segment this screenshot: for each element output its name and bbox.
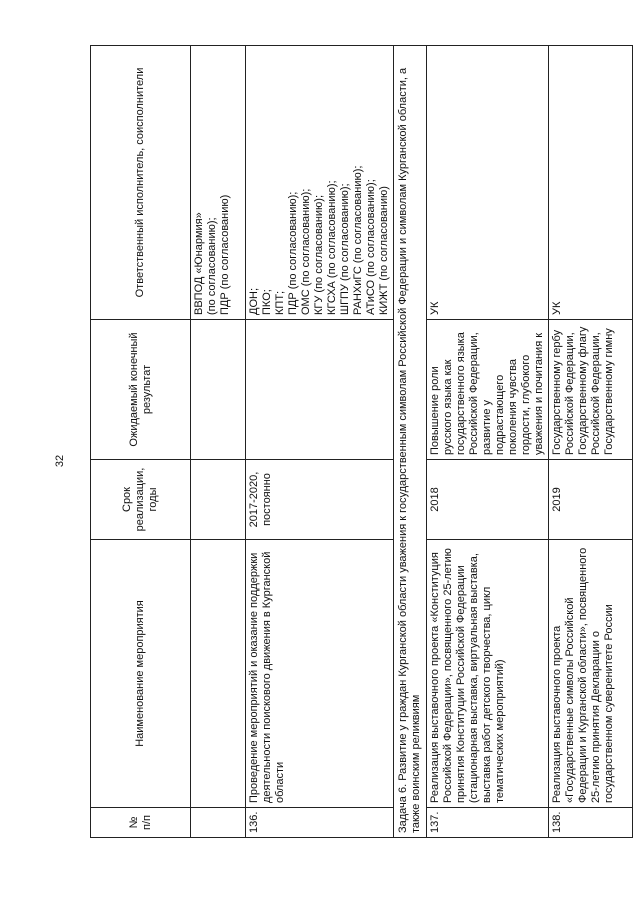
task-heading: Задача 6. Развитие у граждан Курганской области уважения к государственным символам Российской Федерации и символам Курганской области, а также воинским реликвиям — [394, 46, 427, 838]
header-num: № п/п — [91, 808, 191, 838]
cell-executor: ДОН; ПКО; КПТ; ПДР (по согласованию); ОМС (по согласованию); КГУ (по согласованию); КГСХА (по согласованию); ШГПУ (по согласованию); РАНХиГС (по согласованию); АТиСО (по согласованию); КИЖТ (по согласованию) — [246, 46, 394, 320]
cell-term: 2018 — [426, 460, 548, 540]
cell-executor: УК — [426, 46, 548, 320]
table-row — [246, 46, 394, 838]
cell-term: 2017-2020, постоянно — [246, 460, 394, 540]
cell-name: Реализация выставочного проекта «Государственные символы Российской Федерации и Курганской области», посвященного 25-летию принятия Декларации о государственном суверенитете России — [548, 540, 632, 808]
cell-name: Проведение мероприятий и оказание поддержки деятельности поискового движения в Курганской области — [246, 540, 394, 808]
header-term: Срок реализации, годы — [91, 460, 191, 540]
task-row — [394, 46, 427, 838]
cell-name: Реализация выставочного проекта «Конституция Российской Федерации», посвященного 25-летию принятия Конституции Российской Федерации (стационарная выставка, виртуальная выставка, выставка работ детского творчества, цикл тематических мероприятий) — [426, 540, 548, 808]
cell-result: Повышение роли русского языка как государственного языка Российской Федерации, развитие у подрастающего поколения чувства гордости, глубокого уважения и почитания к — [426, 320, 548, 460]
cell-term: 2019 — [548, 460, 632, 540]
events-table — [90, 45, 633, 838]
cell-result — [246, 320, 394, 460]
table-row-continued — [191, 46, 246, 838]
rotated-table-container — [90, 46, 615, 838]
cell-num: 136. — [246, 808, 394, 838]
page-number: 32 — [54, 454, 66, 468]
table-row — [548, 46, 632, 838]
cell-executor: УК — [548, 46, 632, 320]
cell-num: 137. — [426, 808, 548, 838]
table-row — [426, 46, 548, 838]
header-result: Ожидаемый конечный результат — [91, 320, 191, 460]
cell-result: Государственному гербу Российской Федерации, Государственному флагу Российской Федерации, Государственному гимну — [548, 320, 632, 460]
cell-num: 138. — [548, 808, 632, 838]
header-name: Наименование мероприятия — [91, 540, 191, 808]
header-executor: Ответственный исполнитель, соисполнители — [91, 46, 191, 320]
cell-executor: ВВПОД «Юнармия» (по согласованию); ПДР (по согласованию) — [191, 46, 246, 320]
table-header-row — [91, 46, 191, 838]
